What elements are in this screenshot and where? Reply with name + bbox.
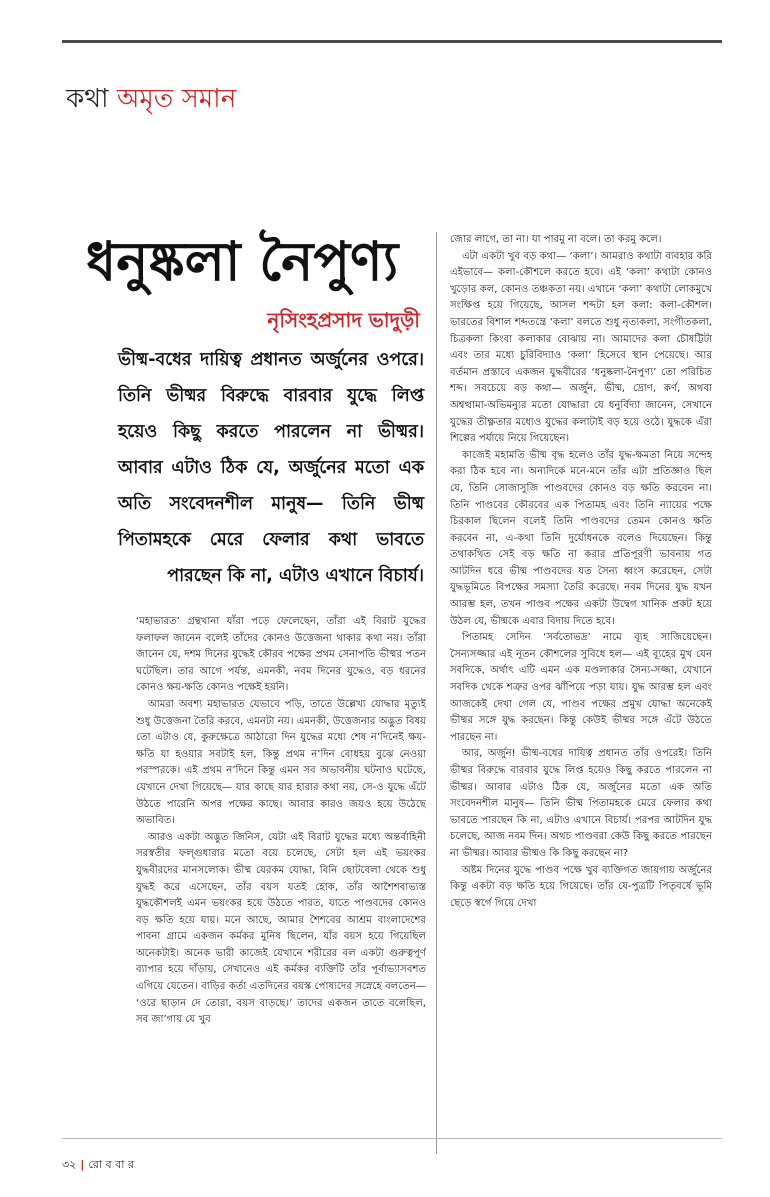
footer-separator: | [80, 1158, 85, 1171]
article-lede: ভীষ্ম-বধের দায়িত্ব প্রধানত অর্জুনের ওপরে। তিনি ভীষ্মর বিরুদ্ধে বারবার যুদ্ধে লিপ্ত হয়েও কিছু করতে পারলেন না ভীষ্মর। আবার এটাও ঠিক যে, অর্জুনের মতো এক অতি সংবেদনশীল মানুষ— তিনি ভীষ্ম পিতামহকে মেরে ফেলার কথা ভাবতে পারছেন কি না, এটাও এখানে বিচার্য। [118, 350, 424, 586]
article-title: ধনুষ্কলা নৈপুণ্য [86, 229, 399, 293]
body-paragraph: আরও একটা অদ্ভুত জিনিস, যেটা এই বিরাট যুদ্ধের মধ্যে অন্তর্বাহিনী সরস্বতীর ফল্গুধারার মতো বয়ে চলেছে, সেটা হল এই ভয়ংকর যুদ্ধবীরদের মানসলোক। ভীষ্ম যেরকম যোদ্ধা, বিনি ছোটবেলা থেকে শুধু যুদ্ধই করে এসেছেন, তাঁর বয়স যতই হোক, তাঁর আশৈশবাভ্যস্ত যুদ্ধকৌশলই এমন ভয়ংকর হয়ে উঠতে পারত, যাতে পাণ্ডবদের কোনও বড় ক্ষতি হয়ে যায়। মনে আছে, আমার শৈশবের আশ্রম বাংলাদেশের পাবনা গ্রামে একজন কর্মকর মুনিষ ছিলেন, যাঁর বয়স হয়ে গিয়েছিল অনেকটাই। অনেক ভারী কাজেই যেখানে শরীরের বল একটা গুরুত্বপূর্ণ ব্যাপার হয়ে দাঁড়ায়, সেখানেও এই কর্মকর ব্যক্তিটি তাঁর পূর্বাভ্যাসবশত এগিয়ে যেতেন। বাড়ির কর্তা এতদিনের বয়স্ক পোষ্যদের সস্নেহে বলতেন— ‘ওরে ছাড়ান দে তোরা, বয়স বাড়ছে।’ তাদের একজন তাতে বলেছিল, সব জা’গায় যে খুব [136, 831, 426, 1026]
section-heading-word2: অমৃত সমান [116, 84, 237, 114]
body-paragraph: কাজেই মহামতি ভীষ্ম বৃদ্ধ হলেও তাঁর যুদ্ধ-ক্ষমতা নিয়ে সন্দেহ করা ঠিক হবে না। অন্যদিকে মনে-মনে তাঁর এটা প্রতিজ্ঞাও ছিল যে, তিনি সোজাসুজি পাণ্ডবদের কোনও বড় ক্ষতি করবেন না। তিনি পাণ্ডবের কৌরবের এক পিতামহ এবং তিনি ন্যায়ের পক্ষে চিরকাল ছিলেন বলেই তিনি পাণ্ডবদের তেমন কোনও ক্ষতি করবেন না, এ-কথা তিনি দুর্যোধনকে বলেও দিয়েছেন। কিন্তু তথাকথিত সেই বড় ক্ষতি না করার প্রতিপূরণী ভাবনায় গত আটদিন ধরে ভীষ্ম পাণ্ডবদের যত সৈন্য ধ্বংস করেছেন, সেটা যুদ্ধভূমিতে বিপক্ষের সমস্যা তৈরি করেছে। নবম দিনের যুদ্ধ যখন আরম্ভ হল, তখন পাণ্ডব পক্ষের একটা উদ্বেগ খানিক প্রকট হয়ে উঠল যে, ভীষ্মকে এবার বিদায় দিতে হবে। [450, 449, 712, 627]
section-heading [66, 78, 236, 122]
body-column-left [136, 614, 426, 1154]
top-rule [62, 40, 722, 43]
magazine-name: রো ব বা র [88, 1158, 135, 1171]
body-paragraph: জোর লাগে, তা না। যা পারমু না বলে। তা করমু কলে। [450, 234, 662, 245]
section-heading-word1: কথা [66, 84, 109, 114]
body-paragraph: ‘মহাভারত’ গ্রন্থখানা যাঁরা পড়ে ফেলেছেন, তাঁরা এই বিরাট যুদ্ধের ফলাফল জানেন বলেই তাঁদের কোনও উত্তেজনা থাকার কথা নয়। তাঁরা জানেন যে, দশম দিনের যুদ্ধেই কৌরব পক্ষের প্রথম সেনাপতি ভীষ্মর পতন ঘটেছিল। তার আগে পর্যন্ত, এমনকী, নবম দিনের যুদ্ধেও, বড় ধরনের কোনও ক্ষয়-ক্ষতি কোনও পক্ষেই হয়নি। [136, 616, 426, 694]
page-number: ৩২ [62, 1158, 77, 1171]
body-column-right [450, 232, 712, 1157]
body-paragraph: এটা একটা খুব বড় কথা— ‘কলা’। আমরাও কথাটা ব্যবহার করি এইভাবে— কলা-কৌশলে করতে হবে। এই ‘কলা’ কথাটা কোনও খুড়োর কল, কোনও তঞ্চকতা নয়। এখানে ‘কলা’ কথাটা লোকমুখে সংক্ষিপ্ত হয়ে গিয়েছে, আসল শব্দটা হল কলা: কলা-কৌশল। ভারতের বিশাল শব্দতন্ত্রে ‘কলা’ বলতে শুধু নৃত্যকলা, সংগীতকলা, চিত্রকলা কিংবা কলাকার বোঝায় না। আমাদের কলা চৌষট্টিটা এবং তার মধ্যে চুরিবিদ্যাও ‘কলা’ হিসেবে স্থান পেয়েছে। আর বর্তমান প্রস্তাবে একজন যুদ্ধবীরের ‘ধনুষ্কলা-নৈপুণ্য’ তো পরিচিত শব্দ। সবচেয়ে বড় কথা— অর্জুন, ভীষ্ম, দ্রোণ, কর্ণ, অথবা অশ্বত্থামা-অভিমন্যুর মতো যোদ্ধারা যে ধনুর্বিদ্যা জানেন, সেখানে যুদ্ধের তীক্ষ্ণতার মধ্যেও যুদ্ধের কলাটাই বড় হয়ে ওঠে। যুদ্ধকে এঁরা শিল্পের পর্যায়ে নিয়ে গিয়েছেন। [450, 250, 712, 445]
body-paragraph: আমরা অবশ্য মহাভারত যেভাবে পড়ি, তাতে উল্লেখ্য যোদ্ধার মৃত্যুই শুধু উত্তেজনা তৈরি করবে, এমনটা নয়। এমনকী, উত্তেজনার অদ্ভুত বিষয় তো এটাও যে, কুরুক্ষেত্রে আঠারো দিন যুদ্ধের মধ্যে শেষ ন’দিনেই ক্ষয়-ক্ষতি যা হওয়ার সবটাই হল, কিন্তু প্রথম ন’দিন বোধহয় বুঝে নেওয়া পরস্পরকে। এই প্রথম ন’দিনে কিন্তু এমন সব অভাবনীয় ঘটনাও ঘটেছে, যেখানে দেখা গিয়েছে— যার কাছে যার হারার কথা নয়, সে-ও যুদ্ধে এঁটে উঠতে পারেনি অপর পক্ষের কাছে। আবার কারও জয়ও হয়ে উঠেছে অভাবিত। [136, 698, 426, 827]
body-paragraph: অষ্টম দিনের যুদ্ধে পাণ্ডব পক্ষে খুব ব্যক্তিগত জায়গায় অর্জুনের কিন্তু একটা বড় ক্ষতি হয়ে গিয়েছে। তাঁর যে-পুত্রটি পিতৃবর্ষে ভূমি ছেড়ে স্বর্গে গিয়ে দেখা [450, 864, 712, 909]
page-footer [62, 1156, 134, 1175]
bottom-rule [62, 1138, 722, 1139]
article-author: নৃসিংহপ্রসাদ ভাদুড়ী [267, 308, 420, 332]
body-paragraph: পিতামহ সেদিন ‘সর্বতোভদ্র’ নামে ব্যূহ সাজিয়েছেন। সৈন্যসজ্জার এই নূতন কৌশলের সুবিধে হল— এই ব্যূহের মুখ যেন সবদিকে, অর্থাৎ এটি এমন এক মণ্ডলাকার সৈন্য-সজ্জা, যেখানে সবদিক থেকে শত্রুর ওপর ঝাঁপিয়ে পড়া যায়। যুদ্ধ আরম্ভ হল এবং আজকেই দেখা গেল যে, পাণ্ডব পক্ষের প্রমুখ যোদ্ধা অনেকেই ভীষ্মর সঙ্গে যুদ্ধ করছেন। কিন্তু কেউই ভীষ্মর সঙ্গে এঁটে উঠতে পারছেন না। [450, 632, 712, 743]
body-paragraph: আর, অর্জুন! ভীষ্ম-বধের দায়িত্ব প্রধানত তাঁর ওপরেই। তিনি ভীষ্মর বিরুদ্ধে বারবার যুদ্ধে লিপ্ত হয়েও কিছু করতে পারলেন না ভীষ্মর। আবার এটাও ঠিক যে, অর্জুনের মতো এক অতি সংবেদনশীল মানুষ— তিনি ভীষ্ম পিতামহকে মেরে ফেলার কথা ভাবতে পারছেন কি না, এটাও এখানে বিচার্য। পরপর আটদিন যুদ্ধ চলেছে, আজ নবম দিন। অথচ পাণ্ডবরা কেউ কিছু করতে পারছেন না ভীষ্মর। আবার ভীষ্মও কি কিছু করছেন না? [450, 748, 712, 859]
column-divider [436, 232, 437, 1154]
